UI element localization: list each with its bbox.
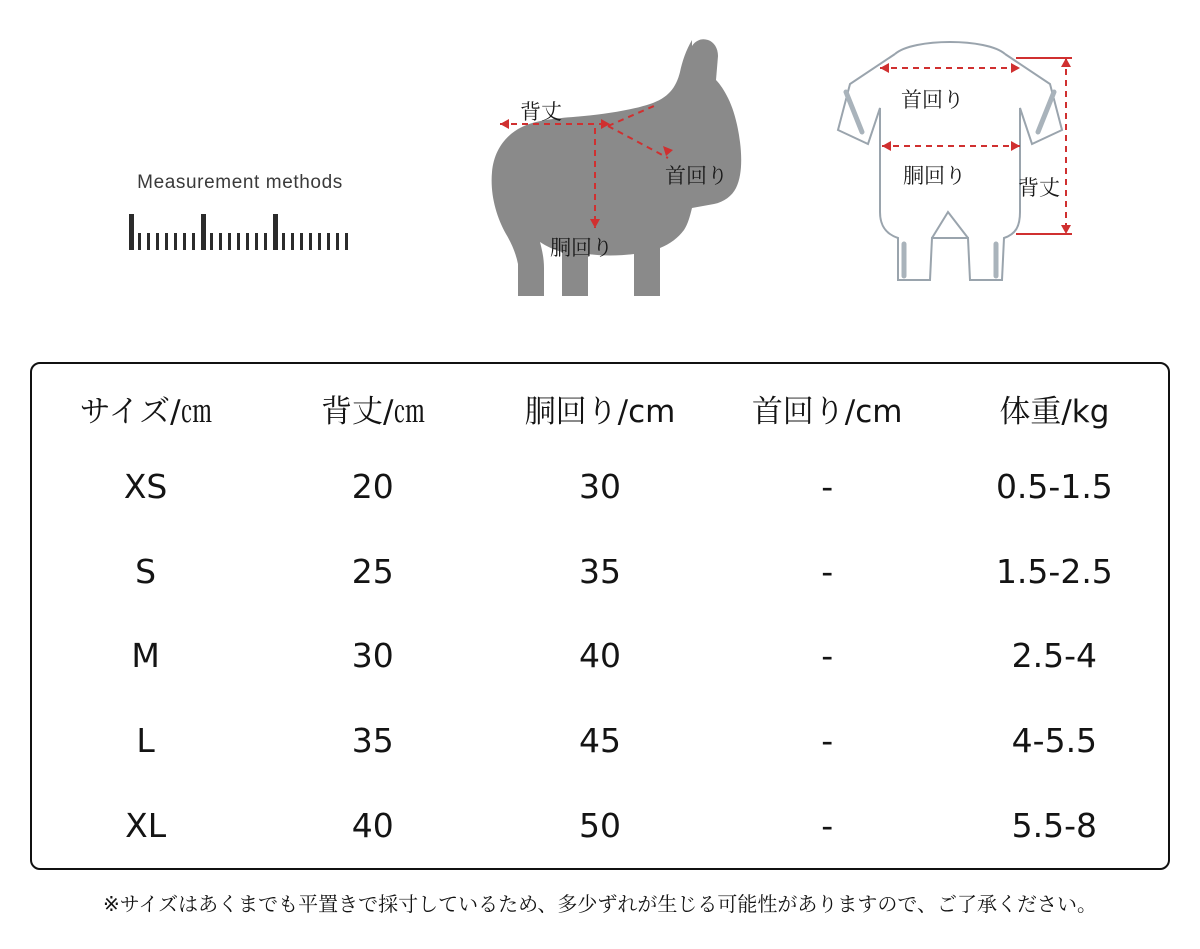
cell-neck: - bbox=[821, 806, 834, 846]
cell-size: L bbox=[136, 721, 155, 761]
size-table-header bbox=[32, 364, 1168, 444]
cell-weight: 0.5-1.5 bbox=[995, 466, 1113, 506]
column-header-chest: 胴回り/cm bbox=[524, 394, 676, 430]
cell-back-length: 30 bbox=[351, 636, 394, 676]
cell-neck: - bbox=[821, 636, 834, 676]
diagram-illustrations bbox=[0, 0, 1200, 345]
garment-neck-label: 首回り bbox=[898, 84, 967, 114]
column-header-size: サイズ/㎝ bbox=[79, 394, 212, 430]
cell-back-length: 35 bbox=[351, 721, 394, 761]
cell-size: XL bbox=[125, 806, 167, 846]
dog-neck-label: 首回り bbox=[665, 164, 728, 188]
cell-size: S bbox=[135, 551, 157, 591]
cell-chest: 50 bbox=[578, 806, 621, 846]
cell-size: M bbox=[131, 636, 160, 676]
dog-silhouette-diagram bbox=[440, 18, 780, 318]
cell-chest: 45 bbox=[578, 721, 621, 761]
cell-neck: - bbox=[821, 721, 834, 761]
cell-weight: 5.5-8 bbox=[1011, 806, 1098, 846]
garment-outline-icon bbox=[820, 12, 1120, 312]
table-row bbox=[32, 529, 1168, 614]
table-row bbox=[32, 444, 1168, 529]
measurement-methods-block bbox=[120, 172, 360, 250]
cell-chest: 35 bbox=[578, 551, 621, 591]
cell-neck: - bbox=[821, 466, 834, 506]
size-table bbox=[32, 364, 1168, 868]
column-header-weight: 体重/kg bbox=[999, 394, 1110, 430]
cell-weight: 2.5-4 bbox=[1011, 636, 1098, 676]
garment-chest-label: 胴回り bbox=[900, 160, 969, 190]
garment-back-length-label: 背丈 bbox=[1018, 176, 1060, 200]
cell-chest: 40 bbox=[578, 636, 621, 676]
table-row bbox=[32, 783, 1168, 868]
size-table-container bbox=[30, 362, 1170, 870]
dog-silhouette-icon bbox=[440, 18, 780, 318]
ruler-icon bbox=[129, 212, 351, 250]
cell-size: XS bbox=[123, 466, 168, 506]
cell-chest: 30 bbox=[578, 466, 621, 506]
table-row bbox=[32, 698, 1168, 783]
cell-weight: 1.5-2.5 bbox=[995, 551, 1113, 591]
cell-weight: 4-5.5 bbox=[1011, 721, 1098, 761]
size-disclaimer-note: ※サイズはあくまでも平置きで採寸しているため、多少ずれが生じる可能性がありますので、ご了承ください。 bbox=[103, 892, 1097, 916]
cell-back-length: 40 bbox=[351, 806, 394, 846]
column-header-back-length: 背丈/㎝ bbox=[321, 394, 425, 430]
dog-chest-label: 胴回り bbox=[550, 236, 613, 260]
cell-back-length: 20 bbox=[351, 466, 394, 506]
measurement-methods-title: Measurement methods bbox=[137, 172, 343, 193]
dog-back-length-label: 背丈 bbox=[520, 100, 562, 124]
column-header-neck: 首回り/cm bbox=[751, 394, 903, 430]
cell-neck: - bbox=[821, 551, 834, 591]
garment-outline-diagram bbox=[820, 12, 1120, 312]
cell-back-length: 25 bbox=[351, 551, 394, 591]
size-table-body bbox=[32, 444, 1168, 868]
table-row bbox=[32, 614, 1168, 699]
table-header-row bbox=[32, 364, 1168, 444]
